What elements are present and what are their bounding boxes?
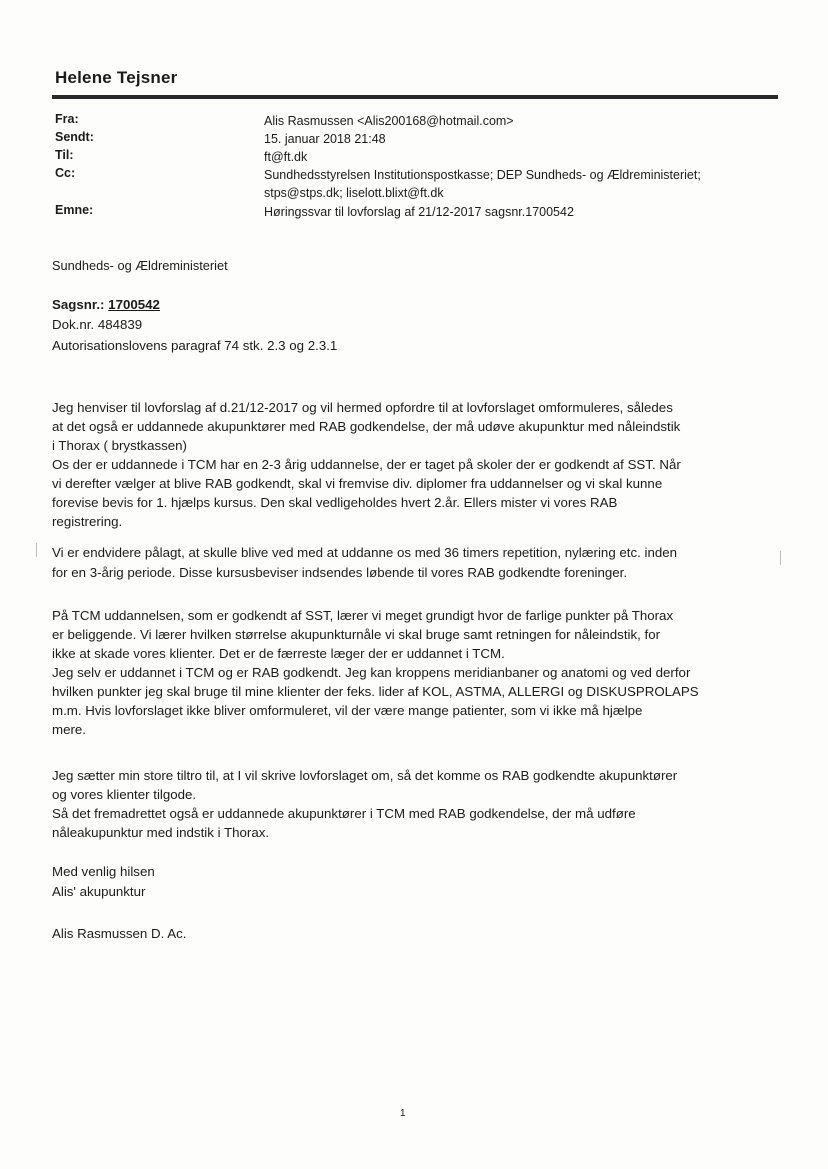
body-line: og vores klienter tilgode.	[52, 787, 197, 802]
to-value: ft@ft.dk	[264, 150, 308, 164]
header-rule	[52, 95, 778, 99]
body-line: Jeg selv er uddannet i TCM og er RAB godkendt. Jeg kan kroppens meridianbaner og anatomi og ved derfor	[52, 665, 691, 680]
cc-value: Sundhedsstyrelsen Institutionspostkasse; DEP Sundheds- og Ældreministeriet;	[264, 168, 701, 182]
case-number-line	[52, 297, 160, 312]
cc-label: Cc:	[55, 166, 76, 180]
sent-value: 15. januar 2018 21:48	[264, 132, 386, 146]
cc-value-continued: stps@stps.dk; liselott.blixt@ft.dk	[264, 186, 444, 200]
body-line: for en 3-årig periode. Disse kursusbeviser indsendes løbende til vores RAB godkendte foreninger.	[52, 565, 628, 580]
body-line: registrering.	[52, 514, 123, 529]
body-line: forevise bevis for 1. hjælps kursus. Den skal vedligeholdes hvert 2.år. Ellers mister vi vores RAB	[52, 495, 618, 510]
case-number: 1700542	[108, 297, 160, 312]
law-reference: Autorisationslovens paragraf 74 stk. 2.3 og 2.3.1	[52, 338, 338, 353]
sender-name: Helene Tejsner	[55, 68, 178, 87]
body-line: Os der er uddannede i TCM har en 2-3 årig uddannelse, der er taget på skoler der er godkendt af SST. Når	[52, 457, 681, 472]
subject-label: Emne:	[55, 203, 94, 217]
body-line: vi derefter vælger at blive RAB godkendt, skal vi fremvise div. diplomer fra uddannelser og vi skal kunne	[52, 476, 663, 491]
body-line: Jeg henviser til lovforslag af d.21/12-2017 og vil hermed opfordre til at lovforslaget omformuleres, således	[52, 400, 673, 415]
body-line: På TCM uddannelsen, som er godkendt af SST, lærer vi meget grundigt hvor de farlige punkter på Thorax	[52, 608, 674, 623]
body-line: at det også er uddannede akupunktører med RAB godkendelse, der må udøve akupunktur med nåleindstik	[52, 419, 681, 434]
scan-margin-mark	[780, 551, 781, 565]
from-value: Alis Rasmussen <Alis200168@hotmail.com>	[264, 114, 514, 128]
body-line: er beliggende. Vi lærer hvilken størrelse akupunkturnåle vi skal bruge samt retningen for nåleindstik, for	[52, 627, 661, 642]
closing-company: Alis' akupunktur	[52, 884, 146, 899]
body-line: hvilken punkter jeg skal bruge til mine klienter der feks. lider af KOL, ASTMA, ALLERGI og DISKUSPROLAPS	[52, 684, 699, 699]
body-line: m.m. Hvis lovforslaget ikke bliver omformuleret, vil der være mange patienter, som vi ikke må hjælpe	[52, 703, 643, 718]
body-line: ikke at skade vores klienter. Det er de færreste læger der er uddannet i TCM.	[52, 646, 505, 661]
signature: Alis Rasmussen D. Ac.	[52, 926, 187, 941]
body-line: Jeg sætter min store tiltro til, at I vil skrive lovforslaget om, så det komme os RAB godkendte akupunktører	[52, 768, 678, 783]
to-label: Til:	[55, 148, 74, 162]
subject-value: Høringssvar til lovforslag af 21/12-2017 sagsnr.1700542	[264, 205, 574, 219]
document-number: Dok.nr. 484839	[52, 317, 143, 332]
scan-margin-mark	[36, 543, 37, 557]
body-line: i Thorax ( brystkassen)	[52, 438, 187, 453]
body-line: Så det fremadrettet også er uddannede akupunktører i TCM med RAB godkendelse, der må udføre	[52, 806, 636, 821]
body-line: Vi er endvidere pålagt, at skulle blive ved med at uddanne os med 36 timers repetition, nylæring etc. inden	[52, 545, 678, 560]
case-number-label: Sagsnr.:	[52, 297, 105, 312]
sent-label: Sendt:	[55, 130, 94, 144]
closing-greeting: Med venlig hilsen	[52, 864, 155, 879]
body-line: nåleakupunktur med indstik i Thorax.	[52, 825, 270, 840]
page-number: 1	[400, 1108, 406, 1119]
recipient: Sundheds- og Ældreministeriet	[52, 258, 228, 273]
from-label: Fra:	[55, 112, 79, 126]
body-line: mere.	[52, 722, 86, 737]
